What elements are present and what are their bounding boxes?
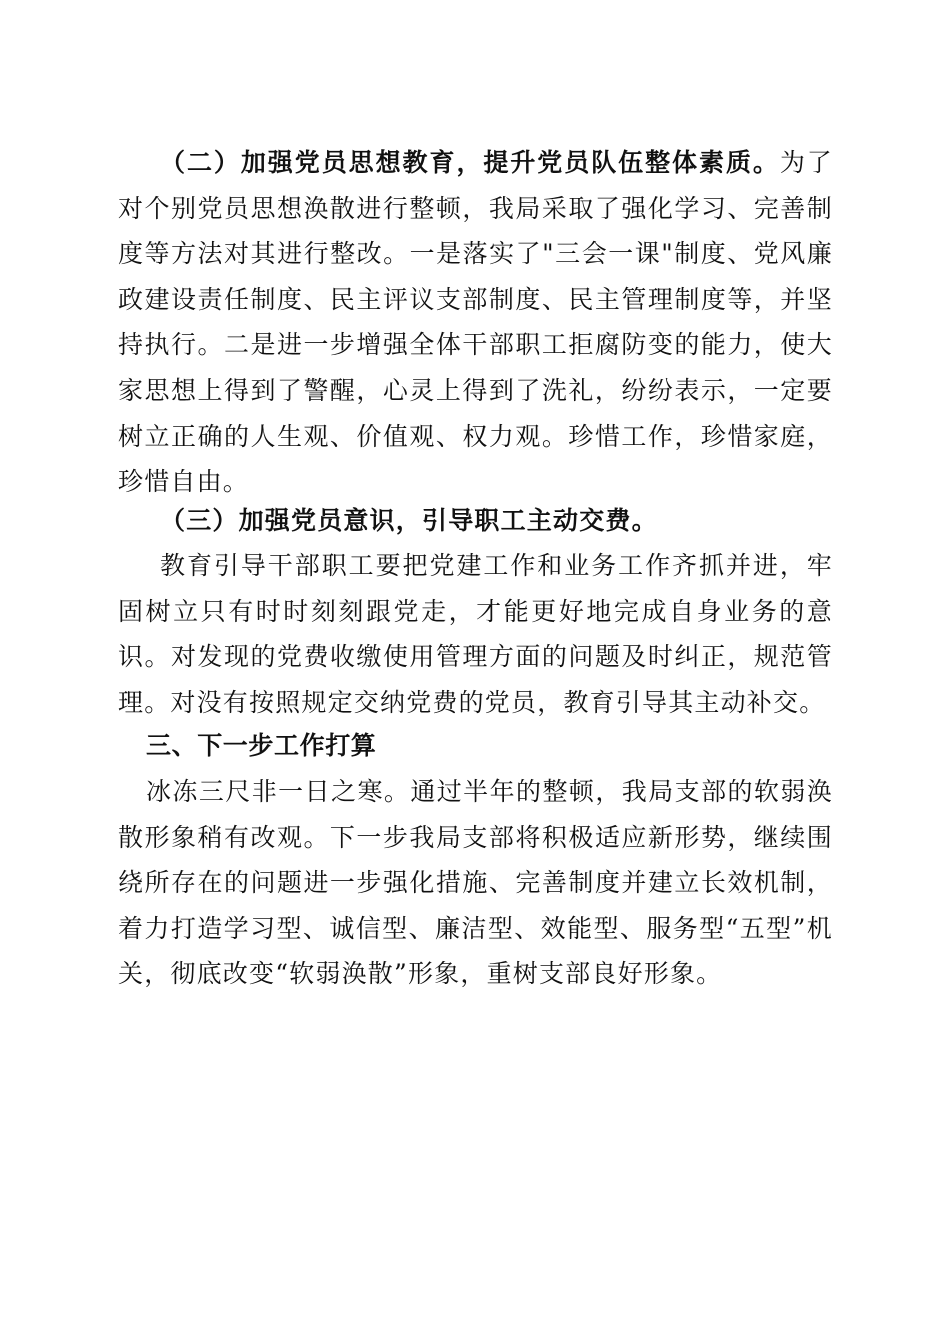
- paragraph-party-fees: 教育引导干部职工要把党建工作和业务工作齐抓并进，牢固树立只有时时刻刻跟党走，才能更好地完成自身业务的意识。对发现的党费收缴使用管理方面的问题及时纠正，规范管理。对没有按照规定交纳党费的党员，教育引导其主动补交。: [118, 551, 833, 717]
- paragraph-education-lead: （二）加强党员思想教育，提升党员队伍整体素质。: [160, 148, 780, 177]
- section-heading-next-steps: 三、下一步工作打算: [146, 731, 377, 760]
- paragraph-education-body: 为了对个别党员思想涣散进行整顿，我局采取了强化学习、完善制度等方法对其进行整改。一是落实了"三会一课"制度、党风廉政建设责任制度、民主评议支部制度、民主管理制度等，并坚持执行。二是进一步增强全体干部职工拒腐防变的能力，使大家思想上得到了警醒，心灵上得到了洗礼，纷纷表示，一定要树立正确的人生观、价值观、权力观。珍惜工作，珍惜家庭，珍惜自由。: [118, 148, 833, 497]
- paragraph-next-steps: 冰冻三尺非一日之寒。通过半年的整顿，我局支部的软弱涣散形象稍有改观。下一步我局支部将积极适应新形势，继续围绕所存在的问题进一步强化措施、完善制度并建立长效机制，着力打造学习型、诚信型、廉洁型、效能型、服务型“五型”机关，彻底改变“软弱涣散”形象，重树支部良好形象。: [118, 777, 833, 989]
- subheading-party-awareness: （三）加强党员意识，引导职工主动交费。: [160, 506, 658, 535]
- paragraph-education: [118, 140, 833, 505]
